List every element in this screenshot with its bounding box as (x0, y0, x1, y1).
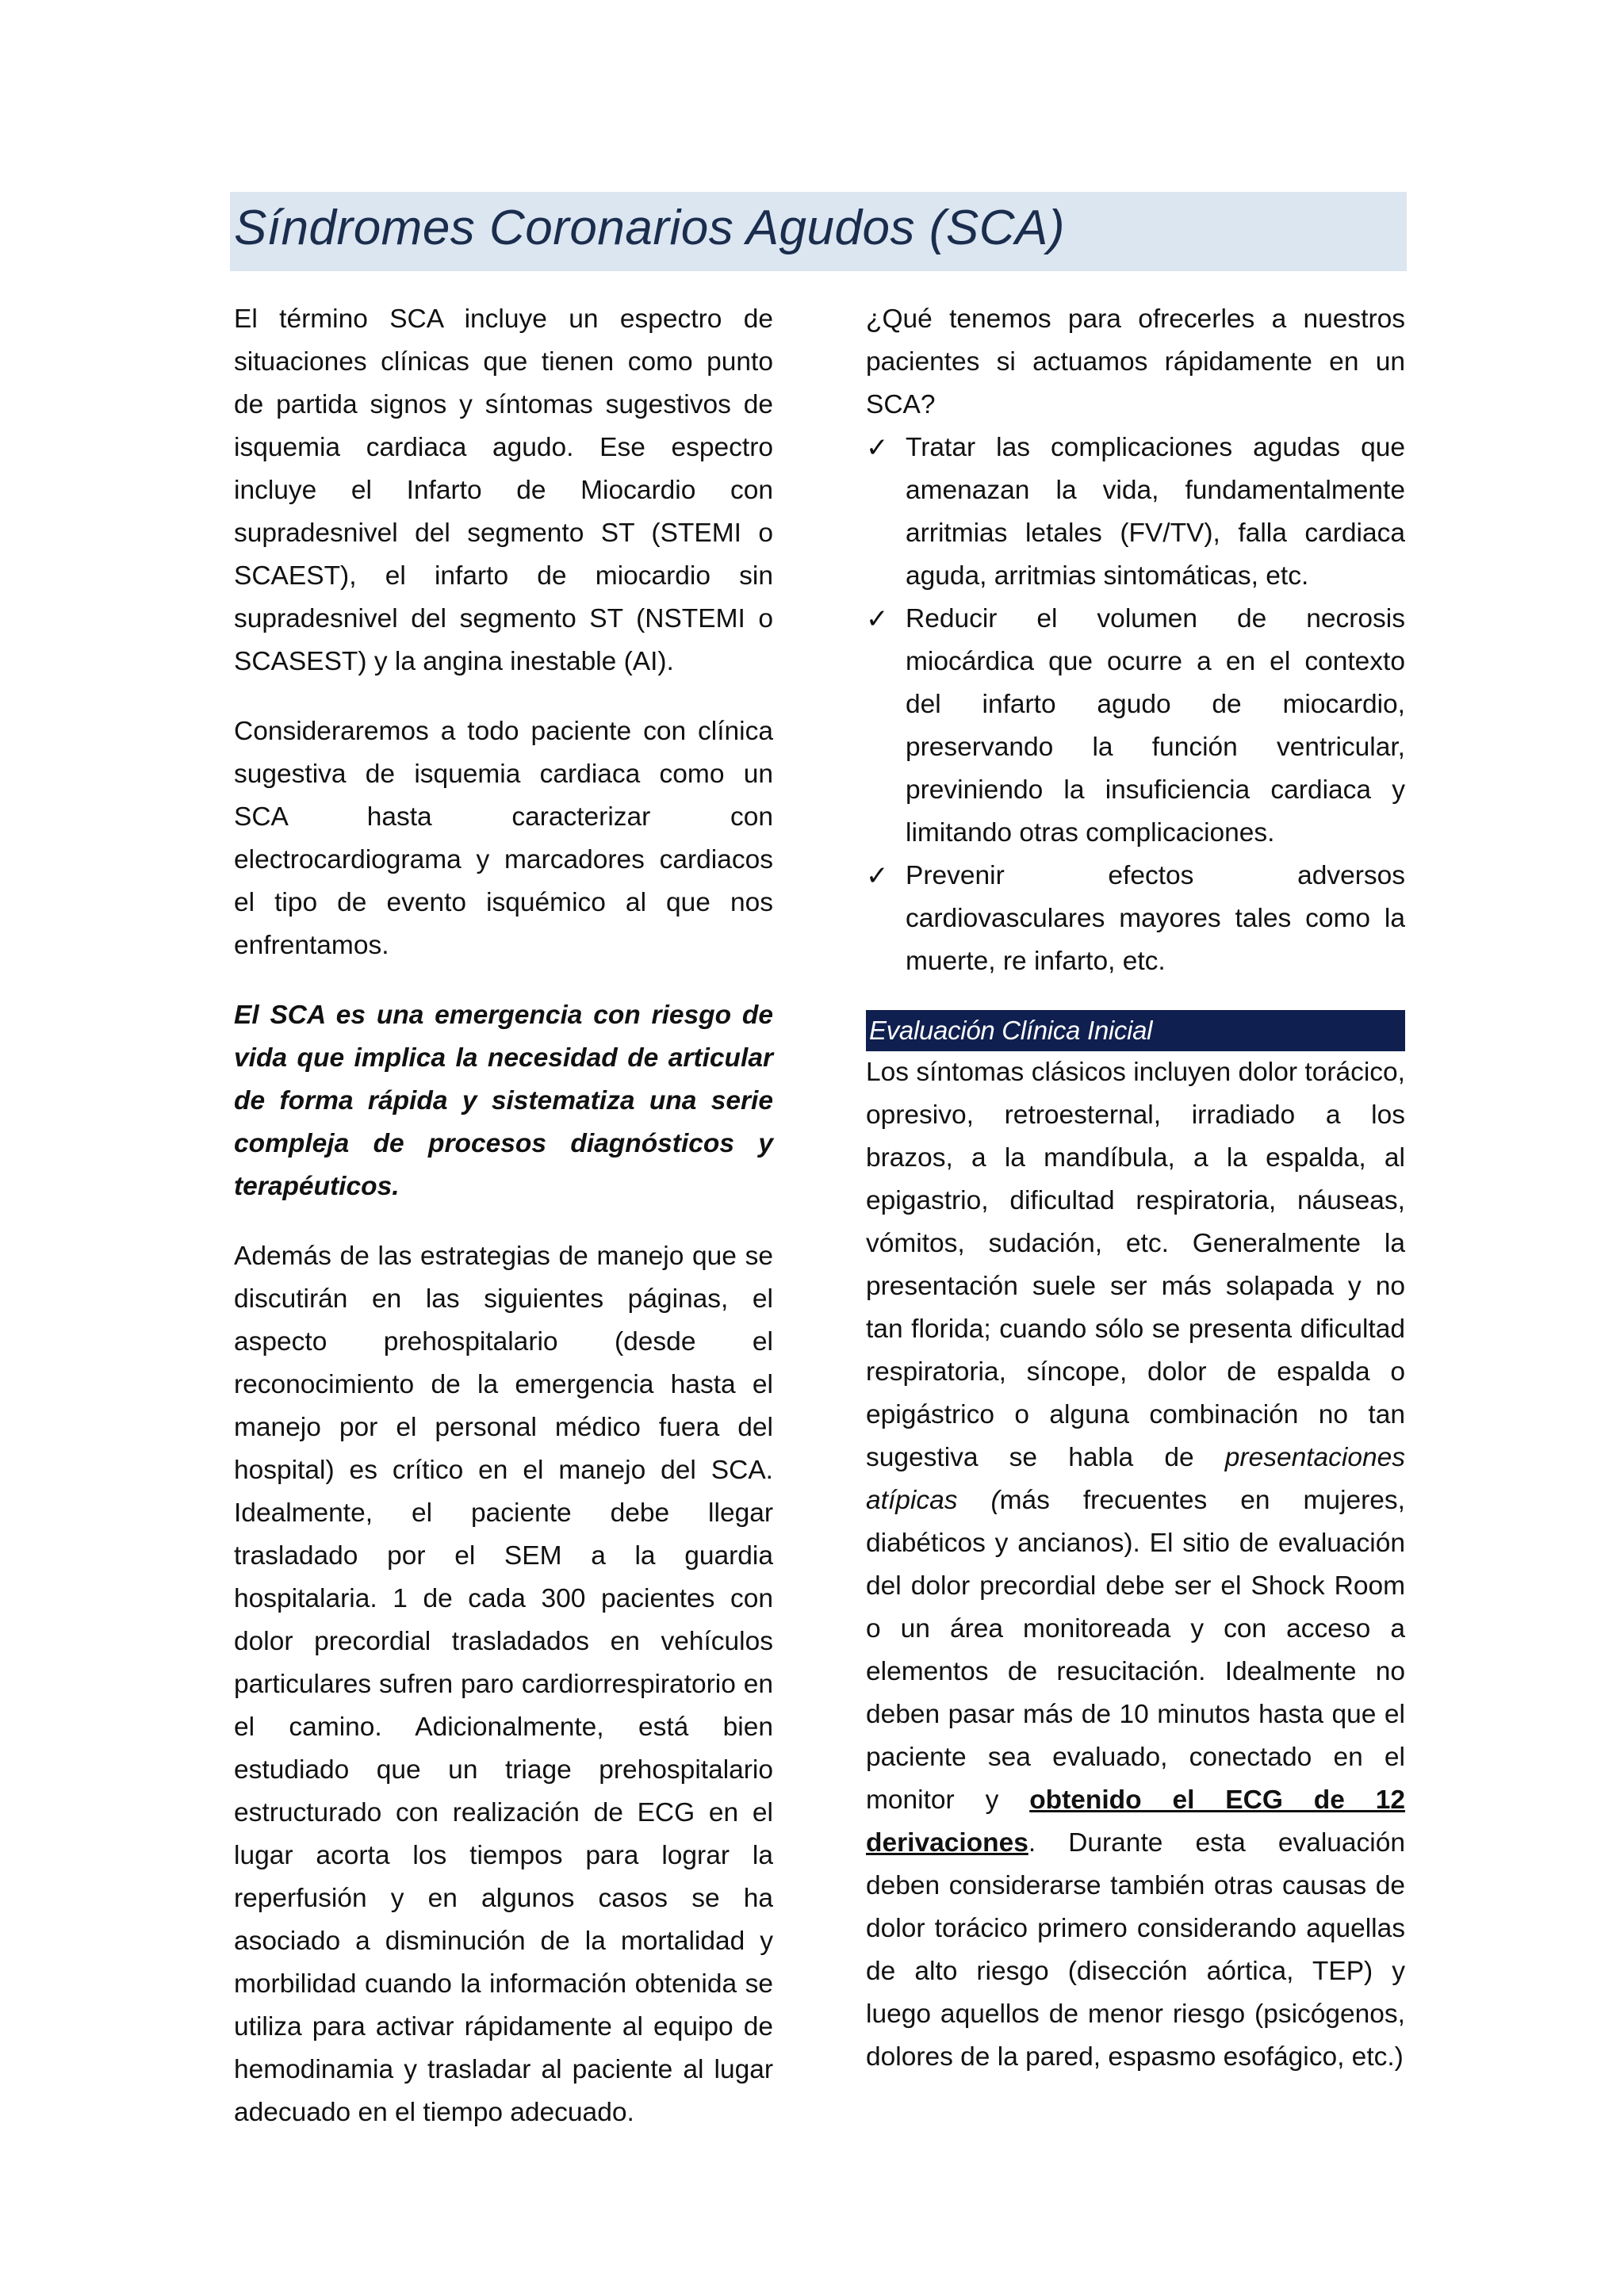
check-mark-icon: ✓ (866, 861, 889, 891)
check-mark-icon: ✓ (866, 433, 889, 463)
list-item (866, 598, 1405, 855)
eval-text-part-2: más frecuentes en mujeres, diabéticos y ancianos). El sitio de evaluación del dolor precordial debe ser el Shock Room o un área monitoreada y con acceso a elementos de resucitación. Idealmente no deben pasar más de 10 minutos hasta que el paciente sea evaluado, conectado en el monitor y (866, 1486, 1405, 1815)
page-title: Síndromes Coronarios Agudos (SCA) (234, 201, 1065, 255)
left-column (234, 298, 773, 2161)
list-item (866, 855, 1405, 983)
benefits-checklist (866, 427, 1405, 983)
list-item-text: Prevenir efectos adversos cardiovasculares mayores tales como la muerte, re infarto, etc. (906, 861, 1405, 976)
section-header-evaluacion: Evaluación Clínica Inicial (866, 1010, 1405, 1051)
intro-paragraph: El término SCA incluye un espectro de situaciones clínicas que tienen como punto de partida signos y síntomas sugestivos de isquemia cardiaca agudo. Ese espectro incluye el Infarto de Miocardio con supradesnivel del segmento ST (STEMI o SCAEST), el infarto de miocardio sin supradesnivel del segmento ST (NSTEMI o SCASEST) y la angina inestable (AI). (234, 304, 773, 676)
benefits-question: ¿Qué tenemos para ofrecerles a nuestros pacientes si actuamos rápidamente en un SCA? (866, 304, 1405, 419)
consideration-paragraph: Consideraremos a todo paciente con clínica sugestiva de isquemia cardiaca como un SCA hasta caracterizar con electrocardiograma y marcadores cardiacos el tipo de evento isquémico al que nos enfrentamos. (234, 717, 773, 960)
evaluation-paragraph (866, 1051, 1405, 2079)
list-item-text: Tratar las complicaciones agudas que amenazan la vida, fundamentalmente arritmias letales (FV/TV), falla cardiaca aguda, arritmias sintomáticas, etc. (906, 433, 1405, 591)
eval-text-part-1: Los síntomas clásicos incluyen dolor torácico, opresivo, retroesternal, irradiado a los brazos, a la mandíbula, a la espalda, al epigastrio, dificultad respiratoria, náuseas, vómitos, sudación, etc. Generalmente la presentación suele ser más solapada y no tan florida; cuando sólo se presenta dificultad respiratoria, síncope, dolor de espalda o epigástrico o alguna combinación no tan sugestiva se habla de (866, 1058, 1405, 1472)
check-mark-icon: ✓ (866, 604, 889, 634)
prehospital-paragraph: Además de las estrategias de manejo que se discutirán en las siguientes páginas, el aspecto prehospitalario (desde el reconocimiento de la emergencia hasta el manejo por el personal médico fuera del hospital) es crítico en el manejo del SCA. Idealmente, el paciente debe llegar trasladado por el SEM a la guardia hospitalaria. 1 de cada 300 pacientes con dolor precordial trasladados en vehículos particulares sufren paro cardiorrespiratorio en el camino. Adicionalmente, está bien estudiado que un triage prehospitalario estructurado con realización de ECG en el lugar acorta los tiempos para lograr la reperfusión y en algunos casos se ha asociado a disminución de la mortalidad y morbilidad cuando la información obtenida se utiliza para activar rápidamente al equipo de hemodinamia y trasladar al paciente al lugar adecuado en el tiempo adecuado. (234, 1242, 773, 2127)
list-item-text: Reducir el volumen de necrosis miocárdica que ocurre a en el contexto del infarto agudo de miocardio, preservando la función ventricular, previniendo la insuficiencia cardiaca y limitando otras complicaciones. (906, 604, 1405, 848)
ecg-emphasis: obtenido el ECG de 12 derivaciones (866, 1785, 1405, 1858)
right-column (866, 298, 1405, 2106)
emergency-statement: El SCA es una emergencia con riesgo de vida que implica la necesidad de articular de forma rápida y sistematiza una serie compleja de procesos diagnósticos y terapéuticos. (234, 1001, 773, 1201)
list-item (866, 427, 1405, 598)
eval-text-italic: presentaciones atípicas ( (866, 1443, 1405, 1515)
eval-text-part-3: . Durante esta evaluación deben considerarse también otras causas de dolor torácico primero considerando aquellas de alto riesgo (disección aórtica, TEP) y luego aquellos de menor riesgo (psicógenos, dolores de la pared, espasmo esofágico, etc.) (866, 1828, 1405, 2072)
